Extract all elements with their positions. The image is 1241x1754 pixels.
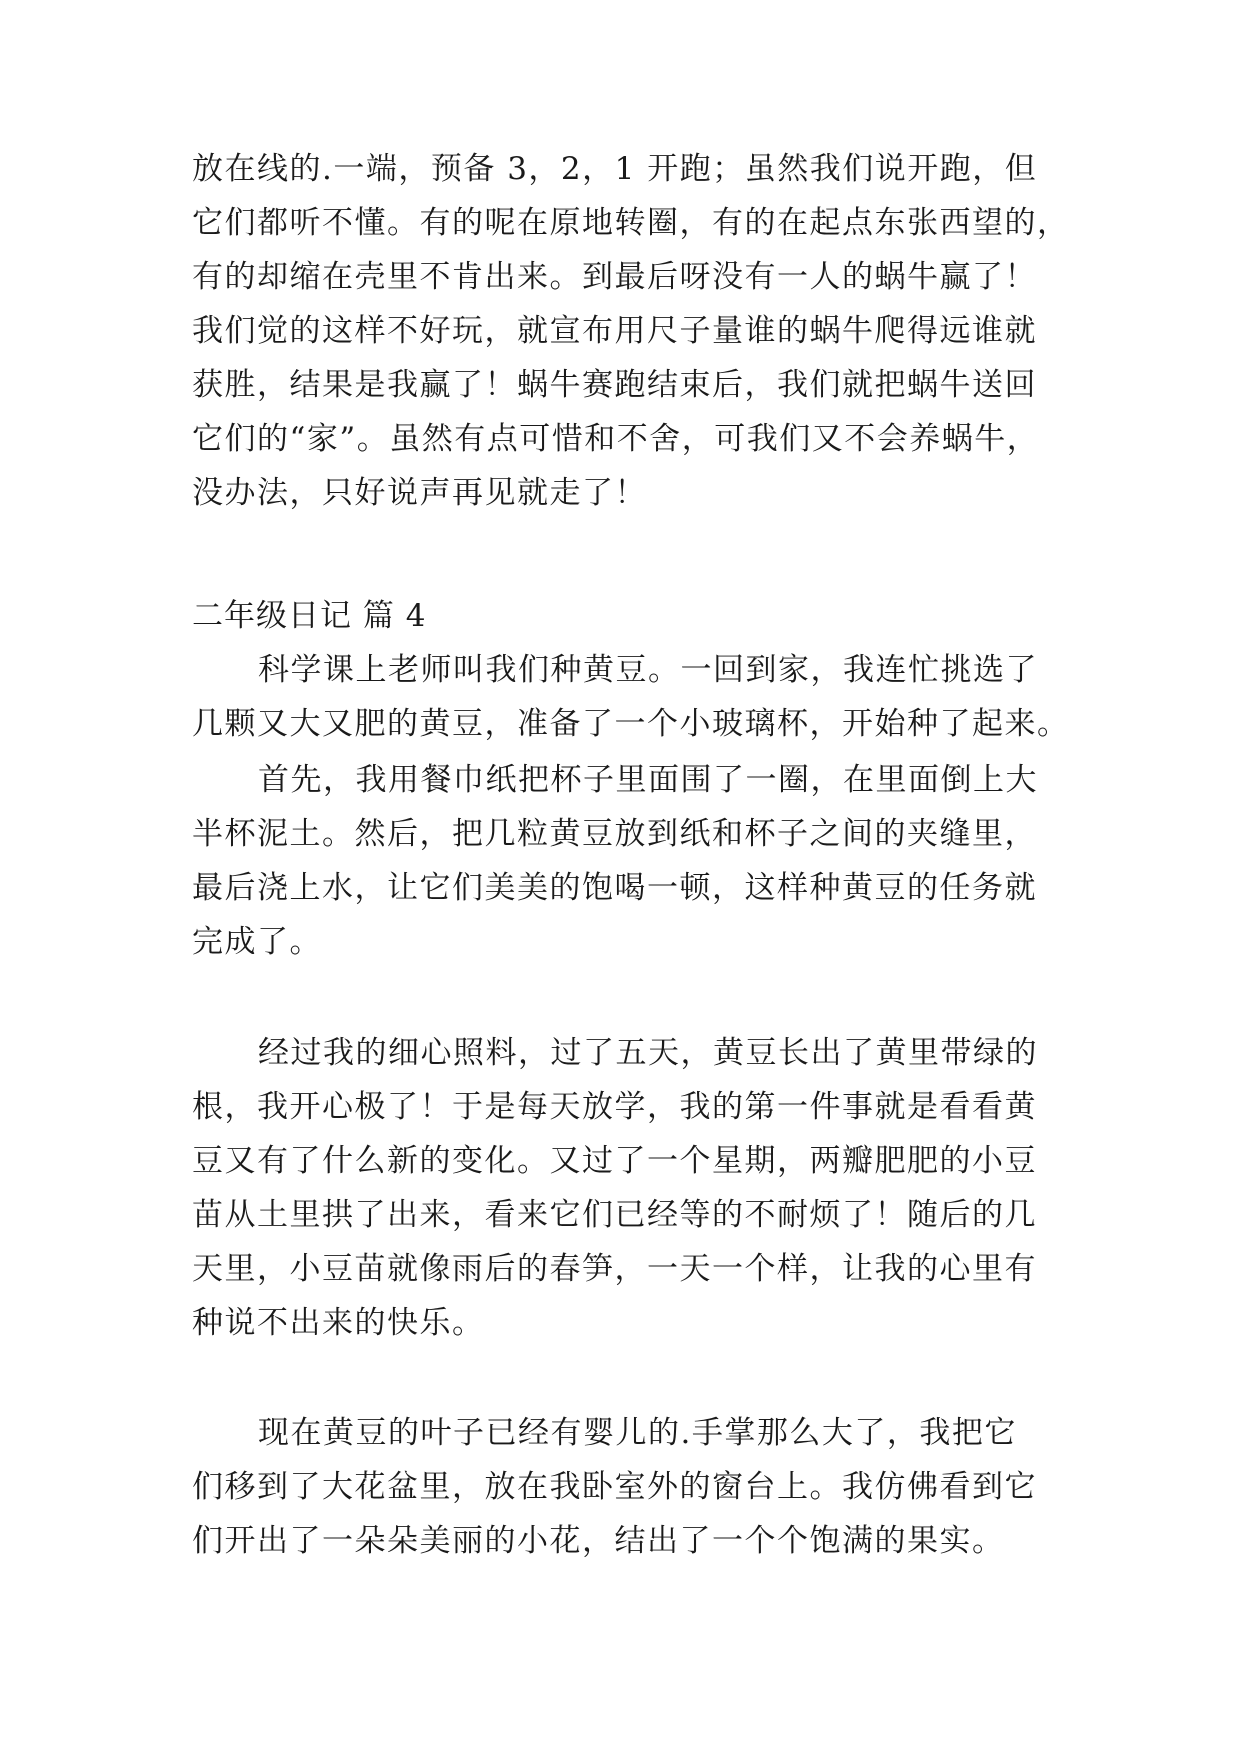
text-line: 根，我开心极了！于是每天放学，我的第一件事就是看看黄 <box>192 1089 1037 1125</box>
text-line: 半杯泥土。然后，把几粒黄豆放到纸和杯子之间的夹缝里， <box>192 816 1037 852</box>
text-line: 我们觉的这样不好玩，就宣布用尺子量谁的蜗牛爬得远谁就 <box>192 313 1037 349</box>
text-line: 苗从土里拱了出来，看来它们已经等的不耐烦了！随后的几 <box>192 1197 1037 1233</box>
text-line: 放在线的.一端，预备 3，2，1 开跑；虽然我们说开跑，但 <box>192 151 1038 187</box>
text-line: 最后浇上水，让它们美美的饱喝一顿，这样种黄豆的任务就 <box>192 870 1037 906</box>
section-heading: 二年级日记 篇 4 <box>192 598 427 634</box>
text-line: 没办法，只好说声再见就走了！ <box>192 475 647 511</box>
text-line: 现在黄豆的叶子已经有婴儿的.手掌那么大了，我把它 <box>258 1415 1017 1451</box>
text-line: 完成了。 <box>192 924 322 960</box>
text-line: 它们都听不懂。有的呢在原地转圈，有的在起点东张西望的， <box>192 205 1070 241</box>
text-line: 有的却缩在壳里不肯出来。到最后呀没有一人的蜗牛赢了！ <box>192 259 1037 295</box>
text-line: 首先，我用餐巾纸把杯子里面围了一圈，在里面倒上大 <box>258 762 1038 798</box>
text-line: 几颗又大又肥的黄豆，准备了一个小玻璃杯，开始种了起来。 <box>192 706 1070 742</box>
text-line: 天里，小豆苗就像雨后的春笋，一天一个样，让我的心里有 <box>192 1251 1037 1287</box>
text-line: 豆又有了什么新的变化。又过了一个星期，两瓣肥肥的小豆 <box>192 1143 1037 1179</box>
text-line: 科学课上老师叫我们种黄豆。一回到家，我连忙挑选了 <box>258 652 1038 688</box>
text-line: 它们的“家”。虽然有点可惜和不舍，可我们又不会养蜗牛， <box>192 421 1040 457</box>
text-line: 种说不出来的快乐。 <box>192 1305 485 1341</box>
text-line: 经过我的细心照料，过了五天，黄豆长出了黄里带绿的 <box>258 1035 1038 1071</box>
text-line: 们移到了大花盆里，放在我卧室外的窗台上。我仿佛看到它 <box>192 1469 1037 1505</box>
text-line: 们开出了一朵朵美丽的小花，结出了一个个饱满的果实。 <box>192 1523 1005 1559</box>
text-line: 获胜，结果是我赢了！蜗牛赛跑结束后，我们就把蜗牛送回 <box>192 367 1037 403</box>
